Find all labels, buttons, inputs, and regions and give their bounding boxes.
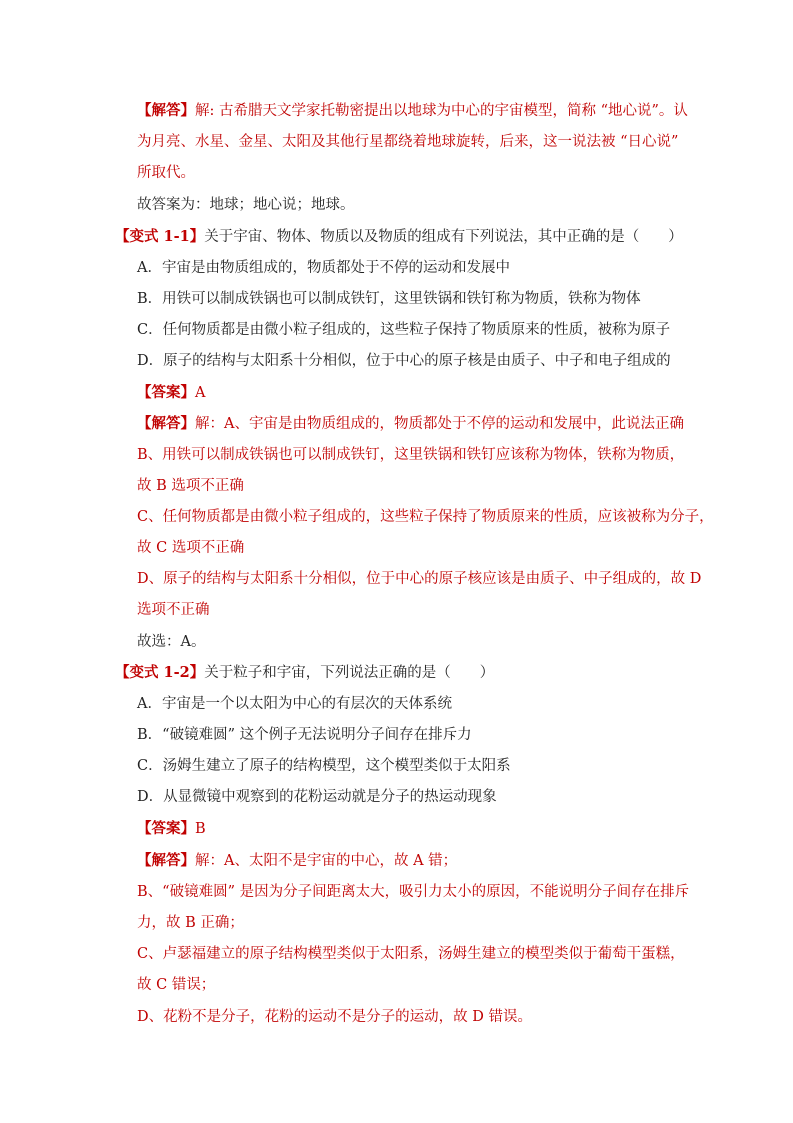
- analysis-line: D、花粉不是分子，花粉的运动不是分子的运动，故 D 错误。: [137, 1009, 532, 1025]
- analysis-line: 故 C 选项不正确: [137, 540, 245, 556]
- answer-conclusion: 故答案为：地球；地心说；地球。: [137, 197, 355, 213]
- option-d: D．原子的结构与太阳系十分相似，位于中心的原子核是由质子、中子和电子组成的: [137, 353, 671, 369]
- analysis-line: 故 C 错误；: [137, 977, 216, 993]
- analysis-line: 力，故 B 正确；: [137, 915, 244, 931]
- analysis-text: 解：A、宇宙是由物质组成的，物质都处于不停的运动和发展中，此说法正确: [195, 416, 684, 432]
- option-d: D．从显微镜中观察到的花粉运动就是分子的热运动现象: [137, 789, 497, 805]
- analysis-text: 解: 古希腊天文学家托勒密提出以地球为中心的宇宙模型，简称 “地心说”。认: [195, 103, 688, 119]
- question-tag: 【变式 1-1】: [115, 228, 205, 245]
- option-a: A．宇宙是由物质组成的，物质都处于不停的运动和发展中: [137, 260, 510, 276]
- option-b: B．“破镜难圆” 这个例子无法说明分子间存在排斥力: [137, 727, 472, 743]
- option-a: A．宇宙是一个以太阳为中心的有层次的天体系统: [137, 696, 452, 712]
- answer-value: B: [195, 821, 206, 837]
- answer-tag: 【答案】: [137, 384, 195, 401]
- answer-line: [137, 383, 205, 403]
- answer-conclusion: 故选：A。: [137, 634, 206, 650]
- analysis-line: C、任何物质都是由微小粒子组成的，这些粒子保持了物质原来的性质，应该被称为分子，: [137, 509, 714, 525]
- question-tag: 【变式 1-2】: [115, 664, 205, 681]
- question-stem: [115, 227, 683, 247]
- option-c: C．汤姆生建立了原子的结构模型，这个模型类似于太阳系: [137, 758, 511, 774]
- analysis-line: D、原子的结构与太阳系十分相似，位于中心的原子核应该是由质子、中子组成的，故 D: [137, 571, 702, 587]
- question-text: 关于宇宙、物体、物质以及物质的组成有下列说法，其中正确的是（ ）: [204, 229, 683, 245]
- analysis-line: B、“破镜难圆” 是因为分子间距离太大，吸引力太小的原因，不能说明分子间存在排斥: [137, 884, 690, 900]
- analysis-line: B、用铁可以制成铁锅也可以制成铁钉，这里铁锅和铁钉应该称为物体，铁称为物质，: [137, 447, 685, 463]
- analysis-line: [137, 851, 457, 871]
- analysis-line: 所取代。: [137, 165, 195, 181]
- analysis-line: C、卢瑟福建立的原子结构模型类似于太阳系，汤姆生建立的模型类似于葡萄干蛋糕，: [137, 946, 685, 962]
- question-stem: [115, 663, 494, 683]
- analysis-text: 解：A、太阳不是宇宙的中心，故 A 错；: [195, 853, 458, 869]
- answer-line: [137, 819, 206, 839]
- analysis-tag: 【解答】: [137, 415, 195, 432]
- option-b: B．用铁可以制成铁锅也可以制成铁钉，这里铁锅和铁钉称为物质，铁称为物体: [137, 291, 641, 307]
- analysis-line: 为月亮、水星、金星、太阳及其他行星都绕着地球旋转，后来，这一说法被 “日心说”: [137, 134, 679, 150]
- analysis-line: 选项不正确: [137, 602, 210, 618]
- analysis-line: [137, 414, 684, 434]
- question-text: 关于粒子和宇宙，下列说法正确的是（ ）: [204, 665, 495, 681]
- analysis-line: [137, 101, 688, 121]
- option-c: C．任何物质都是由微小粒子组成的，这些粒子保持了物质原来的性质，被称为原子: [137, 322, 671, 338]
- analysis-line: 故 B 选项不正确: [137, 478, 244, 494]
- answer-value: A: [195, 385, 206, 401]
- analysis-tag: 【解答】: [137, 852, 195, 869]
- answer-tag: 【答案】: [137, 820, 195, 837]
- analysis-tag: 【解答】: [137, 102, 195, 119]
